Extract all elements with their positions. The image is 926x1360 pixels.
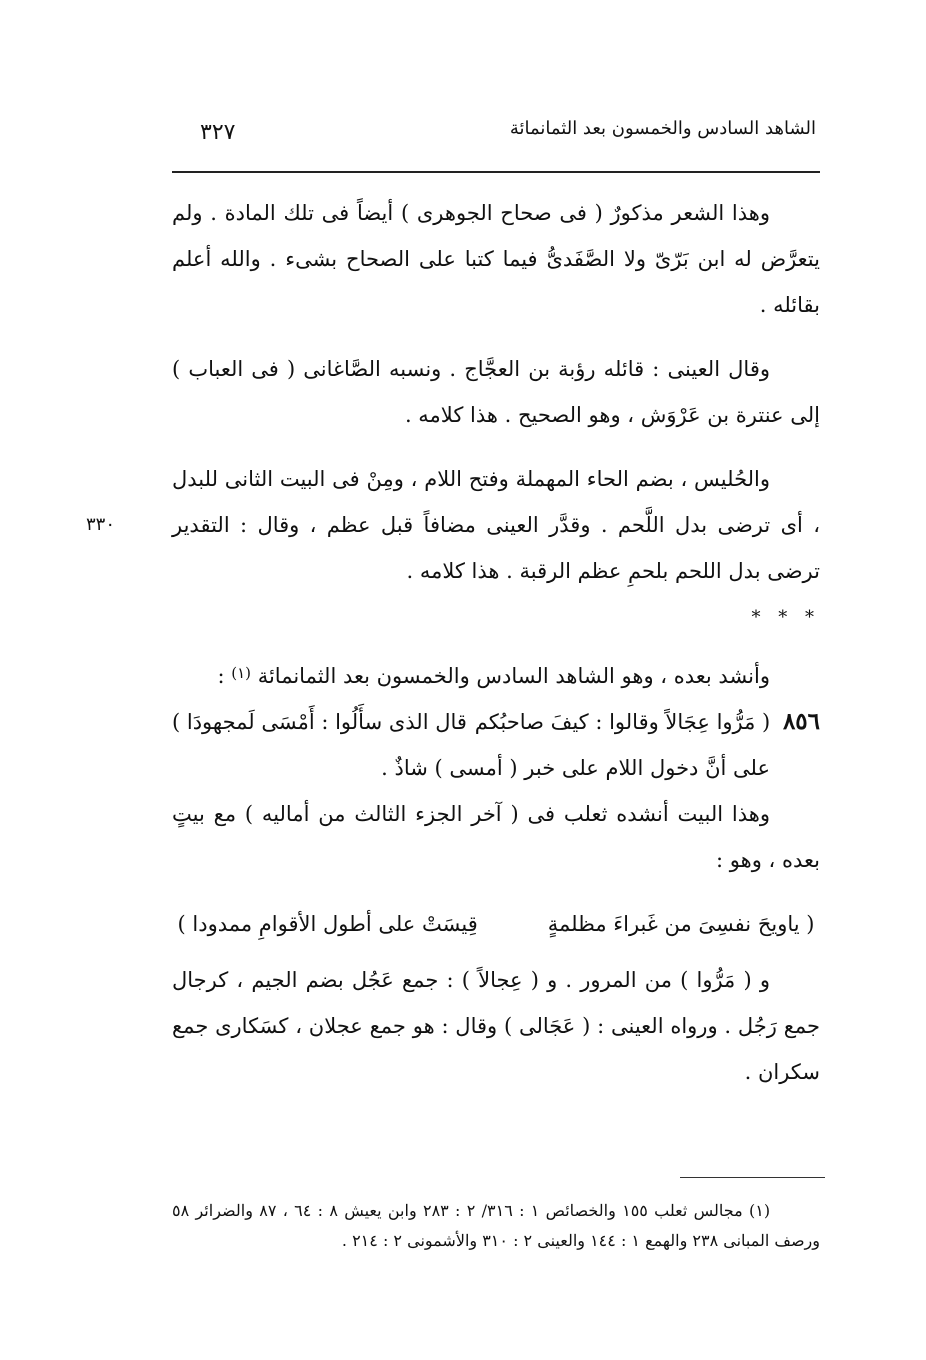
- footnote-marker: (١): [748, 1201, 771, 1220]
- verse-hemistich-2: قال الذى سأَلُوا : أَمْسَى لَمجهودَا ): [172, 710, 467, 734]
- verse-first-part: [475, 699, 820, 745]
- running-header-title: الشاهد السادس والخمسون بعد الثمانمائة: [509, 118, 816, 139]
- footnote-reference: (١): [231, 664, 251, 682]
- verse-2-hemistich-1: ( ياويحَ نفسِىَ من غَبراءَ مظلمةٍ: [547, 912, 815, 936]
- verse-2-hemistich-2: قِيسَتْ على أطول الأقوامِ ممدودا ): [177, 912, 478, 936]
- verse-hemistich-1: ( مَرُّوا عِجَالاً وقالوا : كيفَ صاحبُكم: [474, 710, 771, 734]
- verse-856: [172, 699, 820, 745]
- paragraph-6: على أنَّ دخول اللام على خبر ( أمسى ) شاذٌ .: [381, 756, 770, 780]
- paragraph-4-text: وأنشد بعده ، وهو الشاهد السادس والخمسون بعد الثمانمائة: [257, 664, 770, 688]
- body-text: [172, 190, 820, 1095]
- paragraph-4-end: :: [217, 664, 232, 688]
- verse-number: ٨٥٦: [782, 708, 820, 735]
- paragraph-4: [172, 650, 820, 699]
- paragraph-9: و ( مَرُّوا ) من المرور . و ( عِجالاً ) : جمع عَجُل بضم الجيم ، كرجال جمع رَجُل . ورواه العينى : ( عَجَالى ) وقال : هو جمع عجلان ، كسَكارى جمع سكران .: [172, 968, 820, 1084]
- paragraph-1: وهذا الشعر مذكورٌ ( فى صحاح الجوهرى ) أيضاً فى تلك المادة . ولم يتعرَّض له ابن بَرّىّ ولا الصَّفَدىُّ فيما كتبا على الصحاح بشىء . والله أعلم بقائله .: [172, 201, 820, 317]
- footnote-1: [172, 1196, 820, 1256]
- verse-second: [172, 901, 820, 947]
- paragraph-2: وقال العينى : قائله رؤبة بن العجَّاج . ونسبه الصَّاغانى ( فى العباب ) إلى عنترة بن عَرْوَش ، وهو الصحيح . هذا كلامه .: [172, 357, 820, 427]
- margin-reference-number: ٣٣٠: [86, 514, 116, 535]
- paragraph-3: والحُليس ، بضم الحاء المهملة وفتح اللام ، ومِنْ فى البيت الثانى للبدل ، أى ترضى بدل اللَّحم . وقدَّر العينى مضافاً قبل عظم ، وقال : التقدير ترضى بدل اللحم بلحمِ عظم الرقبة . هذا كلامه .: [172, 467, 820, 583]
- section-separator: * * *: [751, 607, 820, 628]
- header-divider: [172, 171, 820, 173]
- footnote-divider: [680, 1177, 825, 1178]
- footnotes: [172, 1196, 820, 1256]
- page-number: ٣٢٧: [200, 120, 236, 145]
- footnote-text: مجالس ثعلب ١٥٥ والخصائص ١ : ٣١٦/ ٢ : ٢٨٣ وابن يعيش ٨ : ٦٤ ، ٨٧ والضرائر ٥٨ ورصف المبانى ٢٣٨ والهمع ١ : ١٤٤ والعينى ٢ : ٣١٠ والأشمونى ٢ : ٢١٤ .: [172, 1201, 820, 1250]
- paragraph-7: وهذا البيت أنشده ثعلب فى ( آخر الجزء الثالث من أماليه ) مع بيتٍ بعده ، وهو :: [172, 802, 820, 872]
